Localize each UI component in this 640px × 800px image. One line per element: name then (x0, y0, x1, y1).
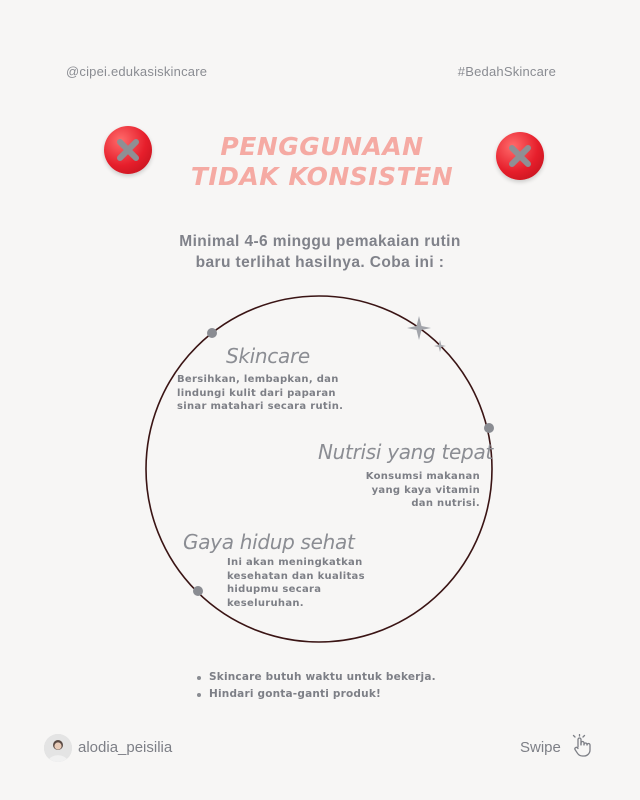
body-line: Bersihkan, lembapkan, dan (177, 374, 339, 385)
subtitle-line-1: Minimal 4-6 minggu pemakaian rutin (179, 233, 461, 250)
account-handle[interactable]: @cipei.edukasiskincare (66, 64, 208, 79)
section-body-nutrisi (340, 470, 480, 511)
body-line: Ini akan meningkatkan (227, 557, 363, 568)
swipe-label[interactable]: Swipe (520, 739, 561, 756)
list-item: Skincare butuh waktu untuk bekerja. (196, 669, 436, 686)
ring-node-bottom (193, 586, 203, 596)
section-title-gaya-hidup: Gaya hidup sehat (183, 530, 355, 554)
section-title-skincare: Skincare (226, 344, 310, 368)
subtitle-line-2: baru terlihat hasilnya. Coba ini : (195, 254, 445, 271)
section-body-gaya-hidup (227, 556, 387, 610)
tips-list (196, 669, 436, 703)
section-title-nutrisi: Nutrisi yang tepat (318, 440, 493, 464)
body-line: yang kaya vitamin (371, 484, 480, 496)
body-line: kesehatan dan kualitas (227, 570, 365, 582)
hand-pointer-icon[interactable] (570, 734, 594, 763)
body-line: dan nutrisi. (411, 498, 480, 509)
body-line: keseluruhan. (227, 597, 304, 609)
section-body-skincare (177, 373, 367, 414)
avatar[interactable] (44, 734, 72, 762)
username[interactable]: alodia_peisilia (78, 739, 173, 756)
body-line: hidupmu secara (227, 584, 322, 595)
hashtag[interactable]: #BedahSkincare (457, 64, 556, 79)
ring-node-right (484, 423, 494, 433)
body-line: Konsumsi makanan (365, 471, 480, 482)
title-line-1: PENGGUNAAN (220, 132, 424, 161)
body-line: sinar matahari secara rutin. (177, 401, 344, 412)
list-item: Hindari gonta-ganti produk! (196, 686, 436, 703)
title-line-2: TIDAK KONSISTEN (190, 162, 454, 191)
body-line: lindungi kulit dari paparan (177, 387, 336, 399)
ring-node-top (207, 328, 217, 338)
